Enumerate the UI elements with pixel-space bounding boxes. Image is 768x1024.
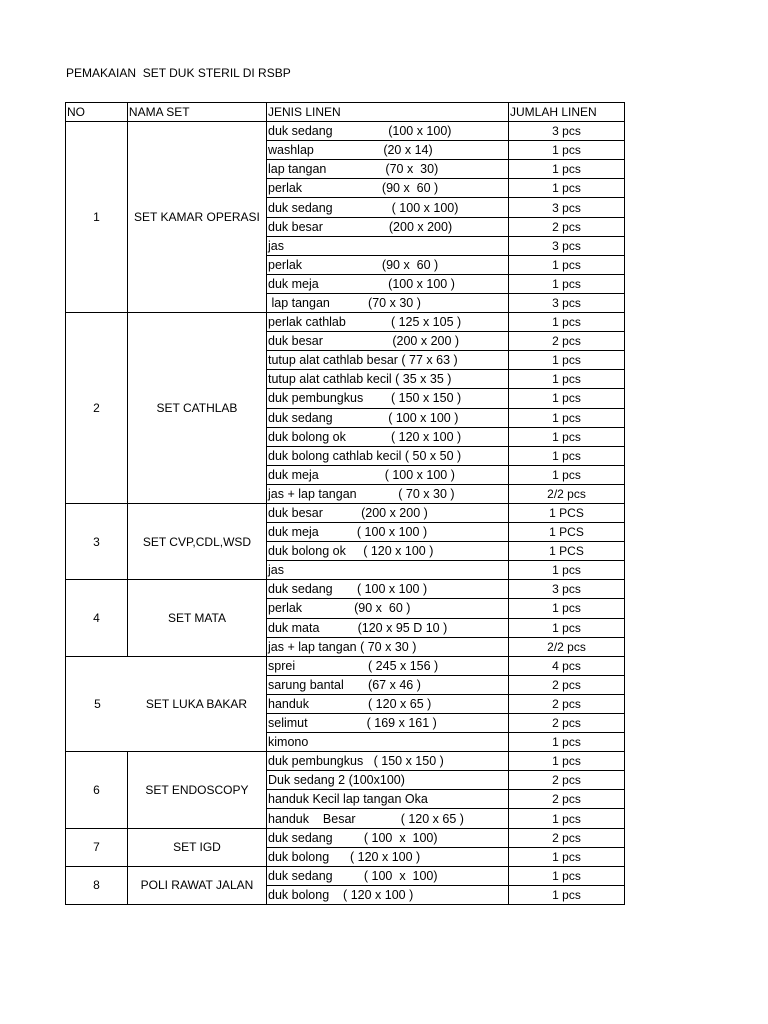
linen-quantity: 2 pcs: [509, 714, 625, 733]
linen-quantity: 2 pcs: [509, 790, 625, 809]
linen-quantity: 1 pcs: [509, 847, 625, 866]
header-no: NO: [66, 103, 128, 122]
table-row: [66, 656, 625, 675]
linen-type: lap tangan (70 x 30): [267, 160, 509, 179]
set-name: SET CATHLAB: [127, 313, 266, 504]
set-number: 3: [66, 503, 128, 579]
set-number: 2: [66, 313, 128, 504]
set-number: 8: [66, 866, 128, 904]
linen-quantity: 1 pcs: [509, 733, 625, 752]
linen-quantity: 2 pcs: [509, 675, 625, 694]
linen-type: washlap (20 x 14): [267, 141, 509, 160]
linen-type: perlak (90 x 60 ): [267, 599, 509, 618]
linen-quantity: 1 pcs: [509, 866, 625, 885]
linen-type: perlak (90 x 60 ): [267, 179, 509, 198]
set-name: SET KAMAR OPERASI: [127, 122, 266, 313]
linen-type: duk sedang (100 x 100): [267, 122, 509, 141]
linen-quantity: 1 pcs: [509, 465, 625, 484]
linen-quantity: 1 pcs: [509, 179, 625, 198]
header-nama-set: NAMA SET: [127, 103, 266, 122]
linen-type: duk bolong ( 120 x 100 ): [267, 885, 509, 904]
header-jenis-linen: JENIS LINEN: [267, 103, 509, 122]
linen-quantity: 1 pcs: [509, 274, 625, 293]
set-number: 6: [66, 752, 128, 828]
table-row: [66, 580, 625, 599]
linen-quantity: 2 pcs: [509, 771, 625, 790]
table-row: [66, 503, 625, 522]
linen-quantity: 1 pcs: [509, 351, 625, 370]
set-name: SET CVP,CDL,WSD: [127, 503, 266, 579]
linen-quantity: 1 pcs: [509, 313, 625, 332]
linen-quantity: 1 PCS: [509, 523, 625, 542]
set-name: SET ENDOSCOPY: [127, 752, 266, 828]
linen-type: lap tangan (70 x 30 ): [267, 293, 509, 312]
linen-type: duk sedang ( 100 x 100 ): [267, 580, 509, 599]
linen-type: perlak (90 x 60 ): [267, 255, 509, 274]
linen-type: jas + lap tangan ( 70 x 30 ): [267, 637, 509, 656]
linen-quantity: 1 pcs: [509, 160, 625, 179]
table-row: [66, 752, 625, 771]
linen-type: duk besar (200 x 200 ): [267, 503, 509, 522]
table-row: [66, 866, 625, 885]
linen-type: tutup alat cathlab kecil ( 35 x 35 ): [267, 370, 509, 389]
linen-type: Duk sedang 2 (100x100): [267, 771, 509, 790]
linen-type: jas: [267, 561, 509, 580]
linen-quantity: 3 pcs: [509, 236, 625, 255]
linen-quantity: 2 pcs: [509, 217, 625, 236]
linen-type: kimono: [267, 733, 509, 752]
linen-type: selimut ( 169 x 161 ): [267, 714, 509, 733]
linen-quantity: 1 pcs: [509, 255, 625, 274]
linen-type: duk sedang ( 100 x 100): [267, 866, 509, 885]
set-name: SET IGD: [127, 828, 266, 866]
document-title: PEMAKAIAN SET DUK STERIL DI RSBP: [66, 66, 291, 80]
linen-quantity: 1 pcs: [509, 561, 625, 580]
linen-type: sprei ( 245 x 156 ): [267, 656, 509, 675]
linen-type: duk sedang ( 100 x 100): [267, 828, 509, 847]
table-row: [66, 122, 625, 141]
header-jumlah-linen: JUMLAH LINEN: [509, 103, 625, 122]
linen-quantity: 1 pcs: [509, 370, 625, 389]
linen-type: handuk Besar ( 120 x 65 ): [267, 809, 509, 828]
linen-type: duk sedang ( 100 x 100 ): [267, 408, 509, 427]
linen-type: duk sedang ( 100 x 100): [267, 198, 509, 217]
set-name: POLI RAWAT JALAN: [127, 866, 266, 904]
linen-type: duk bolong ( 120 x 100 ): [267, 847, 509, 866]
linen-quantity: 1 pcs: [509, 752, 625, 771]
linen-type: duk bolong ok ( 120 x 100 ): [267, 427, 509, 446]
set-number: 1: [66, 122, 128, 313]
linen-type: duk besar (200 x 200): [267, 217, 509, 236]
linen-quantity: 3 pcs: [509, 580, 625, 599]
linen-quantity: 2 pcs: [509, 828, 625, 847]
linen-quantity: 1 pcs: [509, 446, 625, 465]
linen-quantity: 2 pcs: [509, 694, 625, 713]
set-number: 5: [94, 696, 101, 711]
set-name: SET MATA: [127, 580, 266, 656]
linen-quantity: 3 pcs: [509, 198, 625, 217]
linen-type: handuk Kecil lap tangan Oka: [267, 790, 509, 809]
linen-type: handuk ( 120 x 65 ): [267, 694, 509, 713]
linen-type: duk pembungkus ( 150 x 150 ): [267, 389, 509, 408]
linen-type: duk meja ( 100 x 100 ): [267, 465, 509, 484]
linen-type: duk bolong cathlab kecil ( 50 x 50 ): [267, 446, 509, 465]
linen-type: tutup alat cathlab besar ( 77 x 63 ): [267, 351, 509, 370]
linen-type: duk besar (200 x 200 ): [267, 332, 509, 351]
linen-usage-table: [65, 102, 625, 905]
linen-type: duk meja (100 x 100 ): [267, 274, 509, 293]
table-row: [66, 313, 625, 332]
linen-quantity: 1 pcs: [509, 599, 625, 618]
linen-quantity: 3 pcs: [509, 293, 625, 312]
linen-type: sarung bantal (67 x 46 ): [267, 675, 509, 694]
linen-quantity: 2 pcs: [509, 332, 625, 351]
linen-quantity: 4 pcs: [509, 656, 625, 675]
linen-quantity: 1 pcs: [509, 427, 625, 446]
linen-quantity: 1 pcs: [509, 408, 625, 427]
linen-type: duk meja ( 100 x 100 ): [267, 523, 509, 542]
linen-quantity: 2/2 pcs: [509, 484, 625, 503]
linen-type: jas + lap tangan ( 70 x 30 ): [267, 484, 509, 503]
linen-type: duk mata (120 x 95 D 10 ): [267, 618, 509, 637]
linen-type: duk pembungkus ( 150 x 150 ): [267, 752, 509, 771]
linen-quantity: 1 pcs: [509, 809, 625, 828]
linen-quantity: 1 pcs: [509, 141, 625, 160]
linen-quantity: 1 pcs: [509, 885, 625, 904]
set-number-and-name-cell: [66, 656, 267, 751]
set-number: 7: [66, 828, 128, 866]
linen-quantity: 2/2 pcs: [509, 637, 625, 656]
linen-quantity: 1 PCS: [509, 542, 625, 561]
table-row: [66, 828, 625, 847]
linen-quantity: 3 pcs: [509, 122, 625, 141]
linen-type: jas: [267, 236, 509, 255]
set-name: SET LUKA BAKAR: [145, 696, 248, 711]
linen-quantity: 1 PCS: [509, 503, 625, 522]
table-header-row: [66, 103, 625, 122]
linen-quantity: 1 pcs: [509, 389, 625, 408]
linen-type: perlak cathlab ( 125 x 105 ): [267, 313, 509, 332]
set-number: 4: [66, 580, 128, 656]
linen-type: duk bolong ok ( 120 x 100 ): [267, 542, 509, 561]
linen-quantity: 1 pcs: [509, 618, 625, 637]
